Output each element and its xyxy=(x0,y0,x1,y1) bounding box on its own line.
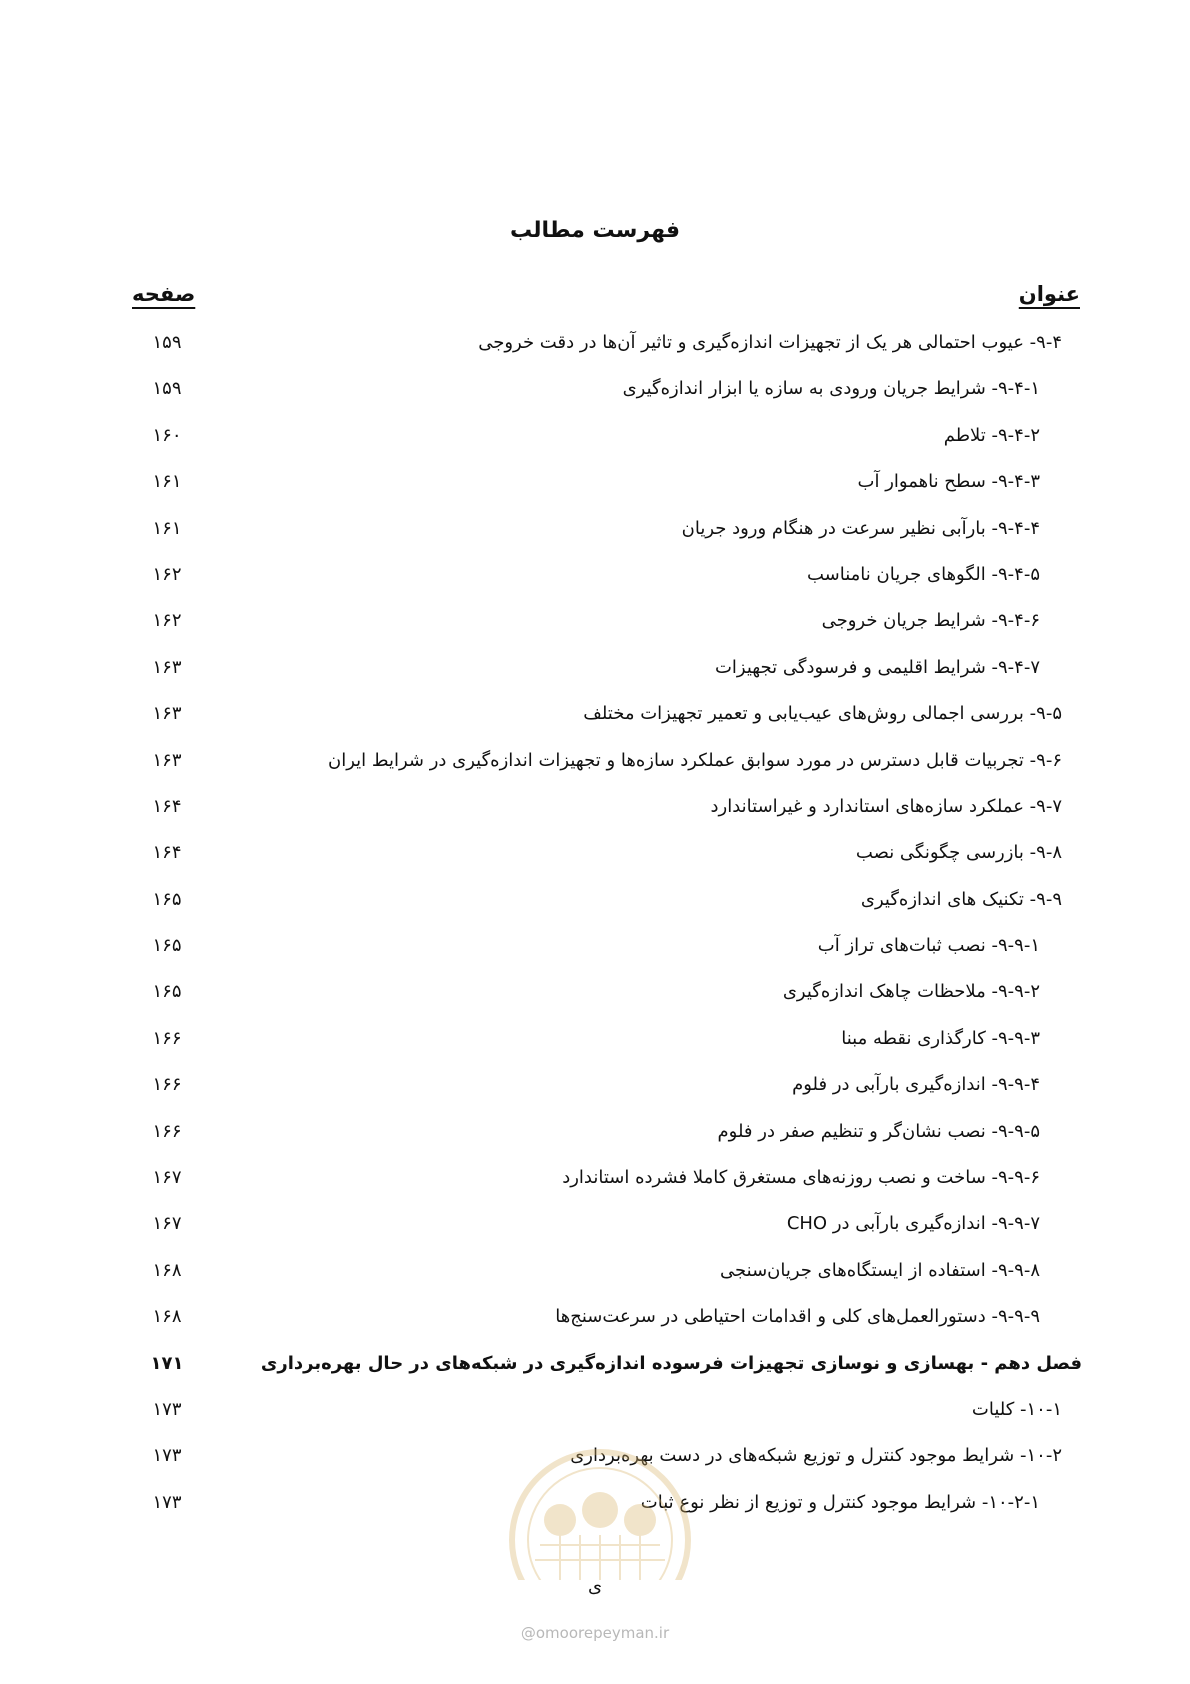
toc-page-number: ۱۶۳ xyxy=(152,656,182,678)
toc-row xyxy=(0,931,1190,977)
toc-entry-title: ۹-۴-۲- تلاطم xyxy=(943,424,1040,446)
toc-page-number: ۱۶۳ xyxy=(152,749,182,771)
toc-entry-title: ۹-۹-۳- کارگذاری نقطه مبنا xyxy=(841,1027,1040,1049)
page-title: فهرست مطالب xyxy=(509,218,681,243)
toc-entry-title: ۱۰-۲-۱- شرایط موجود کنترل و توزیع از نظر نوع ثبات xyxy=(640,1491,1040,1513)
toc-page-number: ۱۶۲ xyxy=(152,610,182,632)
toc-page-number: ۱۶۷ xyxy=(152,1213,182,1235)
toc-entry-title: ۹-۹-۵- نصب نشان‌گر و تنظیم صفر در فلوم xyxy=(717,1120,1040,1142)
toc-page-number: ۱۶۷ xyxy=(152,1167,182,1189)
toc-page-number: ۱۶۴ xyxy=(152,842,182,864)
toc-entry-title: ۹-۹-۲- ملاحظات چاهک اندازه‌گیری xyxy=(782,981,1040,1003)
toc-entry-title: ۱۰-۱- کلیات xyxy=(971,1398,1062,1420)
toc-row xyxy=(0,1024,1190,1070)
toc-entry-title: ۹-۶- تجربیات قابل دسترس در مورد سوابق عملکرد سازه‌ها و تجهیزات اندازه‌گیری در شرایط ایران xyxy=(328,749,1062,771)
toc-entry-title: ۹-۵- بررسی اجمالی روش‌های عیب‌یابی و تعمیر تجهیزات مختلف xyxy=(583,703,1062,725)
toc-entry-title: ۹-۴-۵- الگوهای جریان نامناسب xyxy=(806,563,1040,585)
toc-entry-title: ۹-۴-۶- شرایط جریان خروجی xyxy=(821,610,1040,632)
toc-row xyxy=(0,467,1190,513)
toc-entry-title: ۹-۹- تکنیک های اندازه‌گیری xyxy=(860,888,1062,910)
toc-row xyxy=(0,1163,1190,1209)
toc-row xyxy=(0,746,1190,792)
toc-entry-title: ۹-۹-۶- ساخت و نصب روزنه‌های مستغرق کاملا فشرده استاندارد xyxy=(562,1167,1040,1189)
toc-page-number: ۱۶۸ xyxy=(152,1259,182,1281)
toc-page-number: ۱۶۵ xyxy=(152,935,182,957)
toc-page-number: ۱۷۳ xyxy=(152,1398,182,1420)
toc-entry-title: ۹-۴-۳- سطح ناهموار آب xyxy=(857,471,1040,493)
toc-row xyxy=(0,328,1190,374)
toc-page-number: ۱۶۶ xyxy=(152,1074,182,1096)
toc-entry-title: ۹-۴- عیوب احتمالی هر یک از تجهیزات اندازه‌گیری و تاثیر آن‌ها در دقت خروجی xyxy=(478,332,1062,353)
toc-row xyxy=(0,977,1190,1023)
toc-page-number: ۱۷۳ xyxy=(152,1491,182,1513)
toc-row xyxy=(0,1070,1190,1116)
toc-row xyxy=(0,699,1190,745)
toc-page-number: ۱۶۳ xyxy=(152,703,182,725)
toc-row xyxy=(0,838,1190,884)
toc-entry-title: ۹-۹-۷- اندازه‌گیری بارآبی در CHO xyxy=(786,1213,1040,1235)
toc-page-number: ۱۶۱ xyxy=(152,517,182,539)
toc-entry-title: فصل دهم - بهسازی و نوسازی تجهیزات فرسوده اندازه‌گیری در شبکه‌های در حال بهره‌برداری xyxy=(260,1352,1082,1374)
toc-page-number: ۱۶۵ xyxy=(152,888,182,910)
toc-page-number: ۱۶۶ xyxy=(152,1120,182,1142)
toc-page-number: ۱۷۳ xyxy=(152,1445,182,1467)
footer-page-number: ی xyxy=(587,1576,603,1597)
toc-entry-title: ۹-۴-۷- شرایط اقلیمی و فرسودگی تجهیزات xyxy=(714,656,1040,678)
toc-entry-title: ۹-۹-۹- دستورالعمل‌های کلی و اقدامات احتیاطی در سرعت‌سنج‌ها xyxy=(555,1306,1040,1328)
toc-row xyxy=(0,374,1190,420)
toc-entry-title: ۹-۴-۱- شرایط جریان ورودی به سازه یا ابزار اندازه‌گیری xyxy=(622,378,1040,400)
toc-page-number: ۱۶۰ xyxy=(152,424,182,446)
toc-row xyxy=(0,560,1190,606)
toc-entry-title: ۹-۴-۴- بارآبی نظیر سرعت در هنگام ورود جریان xyxy=(681,517,1040,539)
table-of-contents xyxy=(0,328,1190,1534)
toc-page-number: ۱۶۴ xyxy=(152,795,182,817)
toc-page-number: ۱۶۵ xyxy=(152,981,182,1003)
toc-page-number: ۱۶۱ xyxy=(152,471,182,493)
toc-row xyxy=(0,514,1190,560)
toc-page-number: ۱۵۹ xyxy=(152,378,182,400)
toc-chapter-row xyxy=(0,1349,1190,1395)
toc-page-number: ۱۶۸ xyxy=(152,1306,182,1328)
toc-entry-title: ۹-۹-۴- اندازه‌گیری بارآبی در فلوم xyxy=(792,1074,1040,1096)
toc-entry-title: ۹-۷- عملکرد سازه‌های استاندارد و غیراستاندارد xyxy=(710,795,1062,817)
toc-entry-title: ۹-۸- بازرسی چگونگی نصب xyxy=(855,842,1062,864)
toc-row xyxy=(0,1209,1190,1255)
watermark-logo xyxy=(490,1420,710,1580)
toc-page-number: ۱۷۱ xyxy=(150,1352,184,1374)
toc-row xyxy=(0,792,1190,838)
title-column-header: عنوان xyxy=(1018,282,1080,306)
toc-row xyxy=(0,606,1190,652)
toc-page-number: ۱۵۹ xyxy=(152,332,182,353)
toc-entry-title: ۹-۹-۱- نصب ثبات‌های تراز آب xyxy=(817,935,1040,957)
toc-page-number: ۱۶۶ xyxy=(152,1027,182,1049)
toc-row xyxy=(0,1256,1190,1302)
toc-page-number: ۱۶۲ xyxy=(152,563,182,585)
toc-row xyxy=(0,1117,1190,1163)
toc-row xyxy=(0,421,1190,467)
watermark-url: @omoorepeyman.ir xyxy=(520,1624,670,1642)
page-column-header: صفحه xyxy=(132,282,196,306)
toc-row xyxy=(0,653,1190,699)
toc-row xyxy=(0,1302,1190,1348)
toc-entry-title: ۹-۹-۸- استفاده از ایستگاه‌های جریان‌سنجی xyxy=(720,1259,1040,1281)
toc-row xyxy=(0,885,1190,931)
toc-entry-title: ۱۰-۲- شرایط موجود کنترل و توزیع شبکه‌های در دست بهره‌برداری xyxy=(570,1445,1062,1467)
